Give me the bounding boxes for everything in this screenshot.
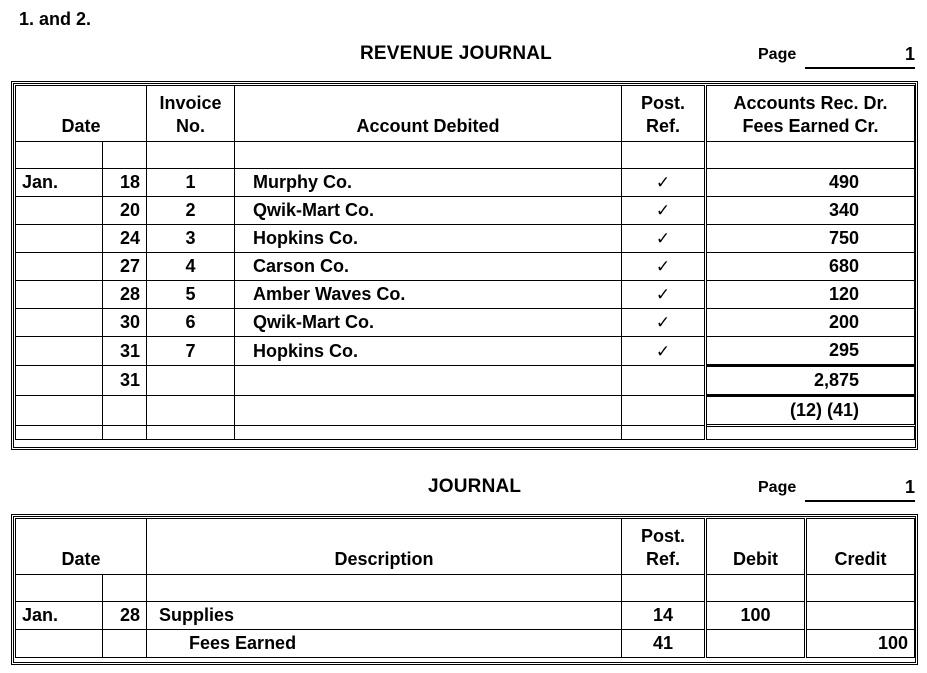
- revenue-journal-row: [16, 309, 915, 337]
- row-amount: 200: [706, 309, 915, 337]
- header-description: Description: [147, 519, 622, 575]
- total-day: 31: [103, 366, 147, 396]
- row-account-debited: Qwik-Mart Co.: [235, 309, 622, 337]
- row-invoice-number: 4: [147, 253, 235, 281]
- posting-reference: (12) (41): [706, 396, 915, 426]
- checkmark-icon: ✓: [622, 337, 706, 366]
- revenue-journal-page-number: 1: [805, 43, 915, 69]
- row-debit: 100: [706, 602, 806, 630]
- row-account-debited: Hopkins Co.: [235, 337, 622, 366]
- total-row: [16, 366, 915, 396]
- journal-table: [15, 518, 915, 658]
- row-debit: [706, 630, 806, 658]
- row-account-debited: Qwik-Mart Co.: [235, 197, 622, 225]
- row-account-debited: Amber Waves Co.: [235, 281, 622, 309]
- checkmark-icon: ✓: [622, 197, 706, 225]
- row-month: [16, 281, 103, 309]
- row-amount: 120: [706, 281, 915, 309]
- revenue-journal-row: [16, 225, 915, 253]
- journal-row: [16, 602, 915, 630]
- header-debit: Debit: [706, 519, 806, 575]
- revenue-journal-table: [15, 85, 915, 440]
- row-description: Fees Earned: [147, 630, 622, 658]
- blank-row: [16, 575, 915, 602]
- journal-title: JOURNAL: [428, 476, 522, 497]
- row-amount: 295: [706, 337, 915, 366]
- total-amount: 2,875: [706, 366, 915, 396]
- header-date: Date: [16, 519, 147, 575]
- blank-row: [16, 142, 915, 169]
- row-month: [16, 225, 103, 253]
- header-post-ref: Post. Ref.: [622, 86, 706, 142]
- section-label: 1. and 2.: [19, 9, 92, 29]
- row-month: Jan.: [16, 169, 103, 197]
- journal-page-label: Page: [758, 479, 797, 496]
- row-month: [16, 197, 103, 225]
- row-day: [103, 630, 147, 658]
- row-day: 28: [103, 602, 147, 630]
- revenue-journal-title: REVENUE JOURNAL: [360, 43, 552, 64]
- row-month: [16, 630, 103, 658]
- row-day: 24: [103, 225, 147, 253]
- header-date: Date: [16, 86, 147, 142]
- row-invoice-number: 6: [147, 309, 235, 337]
- row-day: 27: [103, 253, 147, 281]
- checkmark-icon: ✓: [622, 309, 706, 337]
- header-account-debited: Account Debited: [235, 86, 622, 142]
- row-month: Jan.: [16, 602, 103, 630]
- row-credit: [806, 602, 915, 630]
- row-account-debited: Hopkins Co.: [235, 225, 622, 253]
- journal-row: [16, 630, 915, 658]
- checkmark-icon: ✓: [622, 169, 706, 197]
- revenue-journal-row: [16, 169, 915, 197]
- row-day: 28: [103, 281, 147, 309]
- row-account-debited: Carson Co.: [235, 253, 622, 281]
- header-post-ref: Post. Ref.: [622, 519, 706, 575]
- row-account-debited: Murphy Co.: [235, 169, 622, 197]
- row-day: 30: [103, 309, 147, 337]
- header-amount: Accounts Rec. Dr. Fees Earned Cr.: [706, 86, 915, 142]
- row-month: [16, 337, 103, 366]
- row-month: [16, 253, 103, 281]
- row-day: 31: [103, 337, 147, 366]
- row-invoice-number: 7: [147, 337, 235, 366]
- revenue-journal-page-label: Page: [758, 46, 797, 63]
- row-day: 18: [103, 169, 147, 197]
- row-invoice-number: 1: [147, 169, 235, 197]
- revenue-journal-row: [16, 253, 915, 281]
- revenue-journal-header-row: [16, 86, 915, 142]
- checkmark-icon: ✓: [622, 253, 706, 281]
- row-description: Supplies: [147, 602, 622, 630]
- row-amount: 340: [706, 197, 915, 225]
- revenue-journal-row: [16, 281, 915, 309]
- revenue-journal-row: [16, 337, 915, 366]
- row-credit: 100: [806, 630, 915, 658]
- row-month: [16, 309, 103, 337]
- row-invoice-number: 2: [147, 197, 235, 225]
- row-amount: 750: [706, 225, 915, 253]
- row-post-ref: 14: [622, 602, 706, 630]
- checkmark-icon: ✓: [622, 225, 706, 253]
- journal-header-row: [16, 519, 915, 575]
- checkmark-icon: ✓: [622, 281, 706, 309]
- row-day: 20: [103, 197, 147, 225]
- header-invoice: Invoice No.: [147, 86, 235, 142]
- blank-row: [16, 426, 915, 440]
- row-post-ref: 41: [622, 630, 706, 658]
- row-invoice-number: 5: [147, 281, 235, 309]
- posting-row: [16, 396, 915, 426]
- journal-page-number: 1: [805, 476, 915, 502]
- row-amount: 490: [706, 169, 915, 197]
- row-invoice-number: 3: [147, 225, 235, 253]
- row-amount: 680: [706, 253, 915, 281]
- header-credit: Credit: [806, 519, 915, 575]
- revenue-journal-row: [16, 197, 915, 225]
